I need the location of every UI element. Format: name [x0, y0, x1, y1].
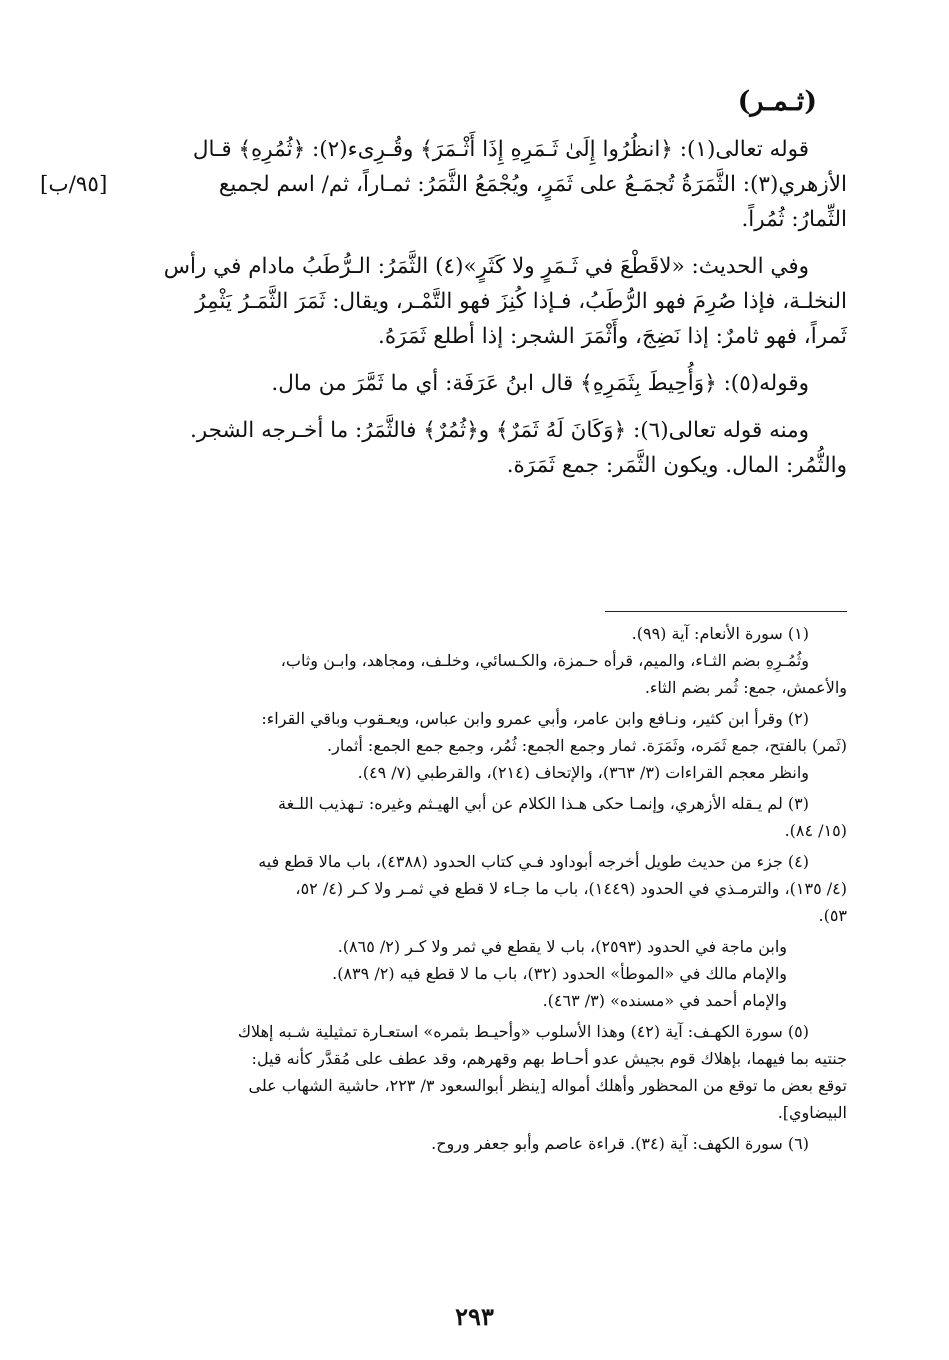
- page-number: ٢٩٣: [455, 1302, 494, 1331]
- main-text-line: [40, 413, 847, 448]
- footnote-line: (١٥/ ٨٤).: [784, 821, 847, 840]
- main-text-content: قوله تعالى(١): ﴿انظُرُوا إِلَىٰ ثَـمَرِهِ إِذَا أَثْـمَرَ﴾ وقُـرِىء(٢): ﴿ثُمُرِهِ﴾ قـال: [192, 137, 809, 162]
- entry-heading: (ثـمـر): [737, 86, 817, 117]
- main-text-line: [40, 366, 847, 401]
- footnote-line: والأعمش، جمع: ثُمر بضم الثاء.: [644, 678, 847, 697]
- footnote-separator: [605, 611, 847, 612]
- footnote-line: جنتيه بما فيهما، بإهلاك قوم بجيش عدو أحـاط بهم وقهرهم، وقد عطف على مُقدَّر كأنه قيل:: [251, 1049, 847, 1068]
- main-text-content: والثُّمُر: المال. ويكون الثَّمَر: جمع ثَمَرَة.: [506, 453, 847, 478]
- main-text-line: [40, 319, 847, 354]
- main-text-content: ثَمراً، فهو ثامرٌ: إذا نَضِجَ، وأَثْمَرَ الشجر: إذا أطلع ثَمَرَهُ.: [378, 324, 847, 349]
- footnote-line: (٤/ ١٣٥)، والترمـذي في الحدود (١٤٤٩)، باب ما جـاء لا قطع في ثمـر ولا كـر (٤/ ٥٢،: [295, 879, 847, 898]
- footnote-line: والإمام أحمد في «مسنده» (٣/ ٤٦٣).: [542, 991, 787, 1010]
- footnote-line: وثُمُـرِهِ بضم الثـاء، والميم، قرأه حـمزة، والكـسائي، وخلـف، ومجاهد، وابـن وثاب،: [280, 651, 809, 670]
- footnote-line: وانظر معجم القراءات (٣/ ٣٦٣)، والإتحاف (٢١٤)، والقرطبي (٧/ ٤٩).: [357, 763, 809, 782]
- footnote-line: وابن ماجة في الحدود (٢٥٩٣)، باب لا يقطع في ثمر ولا كـر (٢/ ٨٦٥).: [337, 937, 787, 956]
- main-text-content: الأزهري(٣): الثَّمَرَةُ تُجمَـعُ على ثَمَرٍ، ويُجْمَعُ الثَّمَرُ: ثمـاراً، ثم/ اسم لجميع: [218, 172, 847, 197]
- main-text-line: [40, 249, 847, 284]
- footnote-line: (٣) لم يـقله الأزهري، وإنمـا حكى هـذا الكلام عن أبي الهيـثم وغيره: تـهذيب اللـغة: [277, 794, 809, 813]
- main-text-line: [40, 167, 847, 202]
- footnotes: [40, 620, 847, 1157]
- footnote-line: البيضاوي].: [777, 1103, 847, 1122]
- footnote-line: (١) سورة الأنعام: آية (٩٩).: [631, 624, 809, 643]
- main-text: [40, 132, 847, 483]
- footnote-line: (ثَمر) بالفتح، جمع ثَمَره، وثَمَرَة. ثمار وجمع الجمع: ثُمُر، وجمع جمع الجمع: أثمار.: [327, 736, 847, 755]
- main-text-line: [40, 202, 847, 237]
- main-text-content: وقوله(٥): ﴿وَأُحِيطَ بِثَمَرِهِ﴾ قال ابنُ عَرَفَة: أي ما ثَمَّرَ من مال.: [271, 371, 809, 396]
- main-text-content: وفي الحديث: «لاقَطْعَ في ثَـمَرٍ ولا كَثَرٍ»(٤) الثَّمَرُ: الـرُّطَبُ مادام في رأس: [163, 254, 809, 279]
- footnote-line: (٢) وقرأ ابن كثير، ونـافع وابن عامر، وأبي عمرو وابن عباس، ويعـقوب وباقي القراء:: [261, 709, 809, 728]
- main-text-line: [40, 132, 847, 167]
- footnote-line: ٥٣).: [818, 906, 847, 925]
- main-text-content: النخلـة، فإذا صُرِمَ فهو الرُّطَبُ، فـإذا كُنِزَ فهو التَّمْـر، ويقال: ثَمَرَ الثَّمَـرُ يَثْمِرُ: [195, 289, 847, 314]
- footnote-line: والإمام مالك في «الموطأ» الحدود (٣٢)، باب ما لا قطع فيه (٢/ ٨٣٩).: [332, 964, 787, 983]
- main-text-content: ومنه قوله تعالى(٦): ﴿وَكَانَ لَهُ ثَمَرٌ﴾ و﴿ثُمُرٌ﴾ فالثَّمَرُ: ما أخـرجه الشجر.: [189, 418, 809, 443]
- main-text-line: [40, 284, 847, 319]
- footnote-line: توقع بعض ما توقع من المحظور وأهلك أمواله [ينظر أبوالسعود ٣/ ٢٢٣، حاشية الشهاب على: [248, 1076, 847, 1095]
- main-text-line: [40, 448, 847, 483]
- main-text-content: الثِّمارُ: ثُمُراً.: [741, 207, 847, 232]
- footnote-line: (٤) جزء من حديث طويل أخرجه أبوداود فـي كتاب الحدود (٤٣٨٨)، باب مالا قطع فيه: [258, 852, 809, 871]
- folio-reference: [٩٥/ب]: [40, 172, 108, 197]
- footnote-line: (٥) سورة الكهـف: آية (٤٢) وهذا الأسلوب «وأحيـط بثمره» استعـارة تمثيلية شـبه إهلاك: [237, 1022, 809, 1041]
- footnote-line: (٦) سورة الكهف: آية (٣٤). قراءة عاصم وأبو جعفر وروح.: [431, 1134, 809, 1153]
